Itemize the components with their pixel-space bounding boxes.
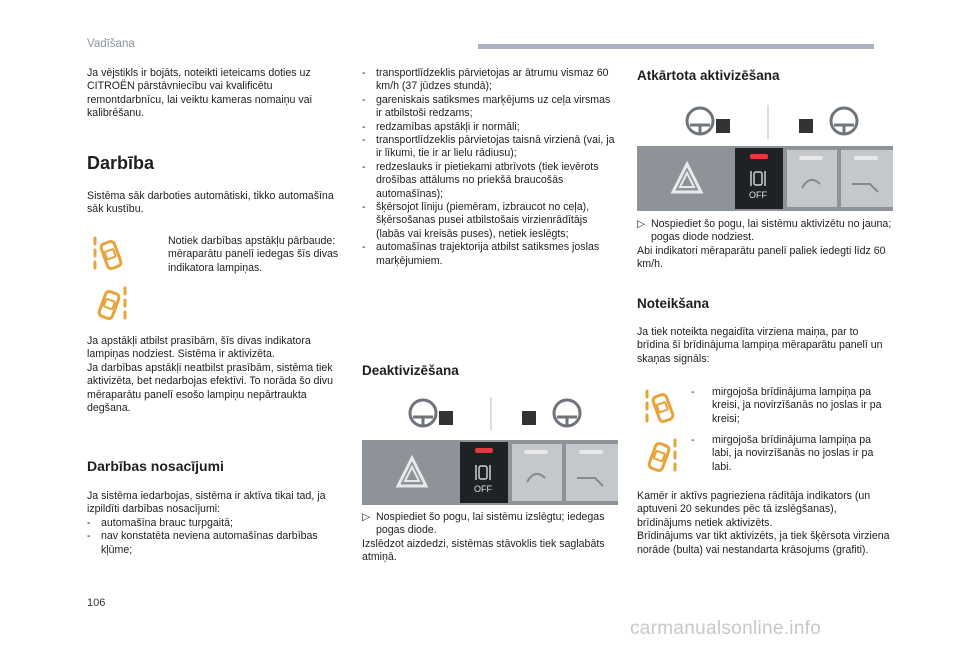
akt-bullet: ▷ Nospiediet šo pogu, lai sistēmu aktivizētu no jauna; pogas diode nodziest. — [637, 218, 892, 244]
lane-departure-right-icon — [644, 436, 678, 478]
list-item: - šķērsojot līniju (piemēram, izbraucot no ceļa), šķērsošanas pusei atbilstošais virzienrādītājs (labās vai kreisās puses), netiek ieslēgts; — [362, 201, 618, 241]
akt-button-panel — [637, 146, 893, 211]
akt-text: Abi indikatori mēraparātu panelī paliek iedegti līdz 60 km/h. — [637, 244, 886, 271]
header-bar — [478, 44, 874, 49]
list-item: - mirgojoša brīdinājuma lampiņa pa labi, ja novirzīšanās no joslas ir pa labi. — [691, 434, 887, 474]
section-header: Vadīšana — [87, 38, 135, 50]
off-label: OFF — [474, 484, 492, 494]
lane-departure-right-icon — [94, 284, 128, 326]
lane-departure-left-icon — [644, 387, 678, 429]
list-item: - transportlīdzeklis pārvietojas taisnā virzienā (vai, ja ir līkumi, tie ir ar lielu rādiusu); — [362, 134, 618, 161]
steering-wheel-controls-icon — [395, 395, 595, 433]
off-label: OFF — [749, 190, 767, 200]
nosacijumi-intro: Ja sistēma iedarbojas, sistēma ir aktīva tikai tad, ja izpildīti darbības nosacījumi: — [87, 490, 326, 516]
page-number: 106 — [87, 597, 106, 609]
steering-wheel-controls-icon — [672, 103, 872, 141]
noteiksana-title: Noteikšana — [637, 296, 710, 311]
nosacijumi-title: Darbības nosacījumi — [87, 458, 224, 474]
akt-title: Atkārtota aktivizēšana — [637, 68, 780, 83]
list-item: - automašīna brauc turpgaitā; — [87, 517, 345, 530]
column-1 — [87, 67, 339, 121]
deakt-bullet: ▷ Nospiediet šo pogu, lai sistēmu izslēgtu; iedegas pogas diode. — [362, 511, 605, 537]
deakt-title: Deaktivizēšana — [362, 363, 459, 378]
list-item: - transportlīdzeklis pārvietojas ar ātrumu vismaz 60 km/h (37 jūdzes stundā); — [362, 67, 618, 94]
column-2 — [362, 67, 618, 268]
conditions-text-2: Ja darbības apstākļi neatbilst prasībām, sistēma tiek aktivizēta, bet nedarbojas efektīvi. To norāda šo divu mēraparātu panelī esošo lampiņu nepārtraukta degšana. — [87, 361, 333, 415]
check-text: Notiek darbības apstākļu pārbaude: mēraparātu panelī iedegas šīs divas indikatora lampiņas. — [168, 235, 339, 274]
noteiksana-text: Ja tiek noteikta negaidīta virziena maiņa, par to brīdina šī brīdinājuma lampiņa mēraparātu panelī un skaņas signāls: — [637, 326, 883, 365]
deakt-text: Izslēdzot aizdedzi, sistēmas stāvoklis tiek saglabāts atmiņā. — [362, 537, 605, 564]
list-item: - mirgojoša brīdinājuma lampiņa pa kreisi, ja novirzīšanās no joslas ir pa kreisi; — [691, 386, 887, 426]
list-item: - redzeslauks ir pietiekami atbrīvots (tiek ievērots drošības attālums no priekšā braucošās automašīnas); — [362, 161, 618, 201]
darbiba-text: Sistēma sāk darboties automātiski, tikko automašīna sāk kustību. — [87, 190, 334, 216]
list-item: - automašīnas trajektorija atbilst satiksmes joslas marķējumiem. — [362, 241, 618, 268]
list-item: - redzamības apstākļi ir normāli; — [362, 121, 618, 134]
watermark: carmanualsonline.info — [630, 618, 822, 639]
intro-text: Ja vējstikls ir bojāts, noteikti ieteicams doties uz CITROËN pārstāvniecību vai kvalificētu remontdarbnīcu, lai veiktu kameras nomaiņu vai kalibrēšanu. — [87, 67, 312, 120]
final-text-2: Brīdinājums var tikt aktivizēts, ja tiek šķērsota virziena norāde (bulta) vai nestandarta krāsojums (grafiti). — [637, 530, 890, 556]
list-item: - nav konstatēta neviena automašīnas darbības kļūme; — [87, 530, 345, 557]
darbiba-title: Darbība — [87, 153, 155, 173]
final-text-1: Kamēr ir aktīvs pagrieziena rādītāja indikators (un aptuveni 20 sekundes pēc tā izslēgšanas), brīdinājums netiek aktivizēts. — [637, 490, 871, 529]
list-item: - gareniskais satiksmes marķējums uz ceļa virsmas ir atbilstoši redzams; — [362, 94, 618, 121]
lane-departure-left-icon — [92, 234, 126, 276]
conditions-text-1: Ja apstākļi atbilst prasībām, šīs divas indikatora lampiņas nodziest. Sistēma ir aktivizēta. — [87, 335, 311, 361]
deakt-button-panel — [362, 440, 618, 505]
